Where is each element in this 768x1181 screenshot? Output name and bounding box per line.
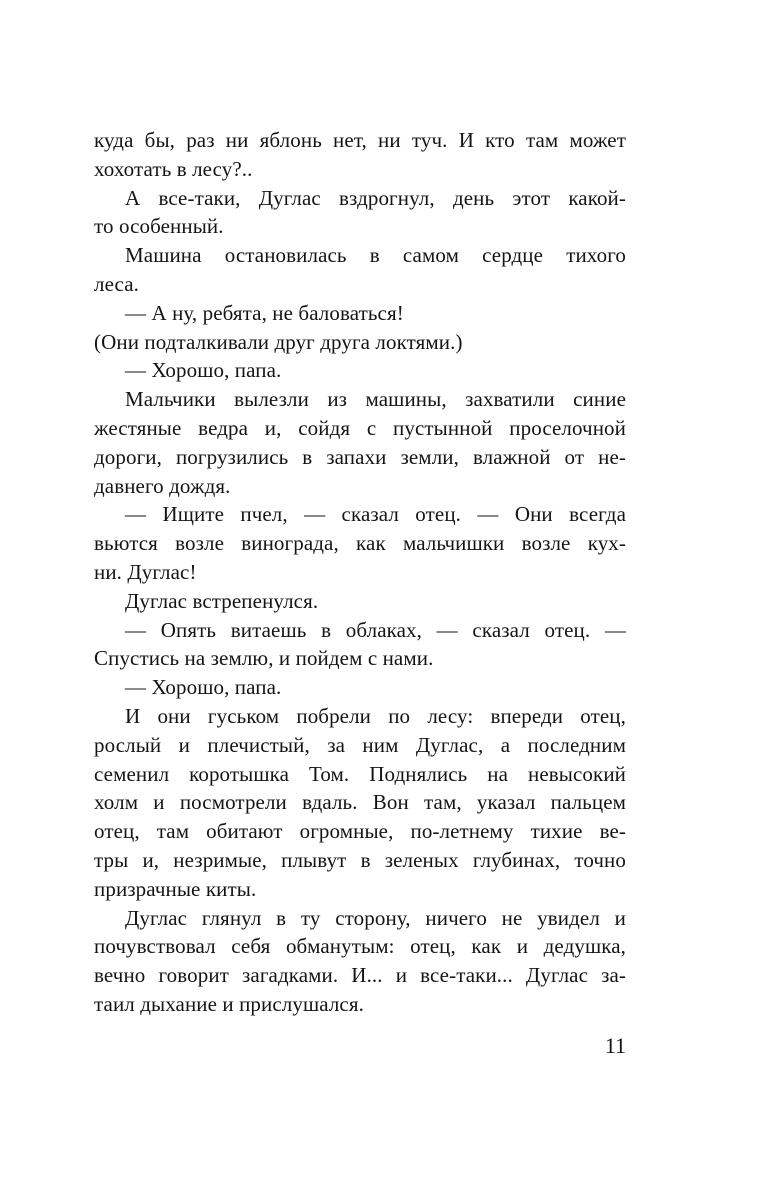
- text-line: ни. Дуглас!: [94, 559, 197, 584]
- text-line: — Хорошо, папа.: [125, 675, 282, 700]
- text-line: тры и, незримые, плывут в зеленых глубинах, точно: [94, 847, 626, 872]
- text-line: Машина остановилась в самом сердце тихого: [125, 243, 626, 268]
- text-line: И они гуськом побрели по лесу: впереди отец,: [125, 703, 626, 728]
- text-line: — Опять витаешь в облаках, — сказал отец. —: [125, 617, 626, 642]
- text-line: Мальчики вылезли из машины, захватили синие: [125, 387, 626, 412]
- text-line: семенил коротышка Том. Поднялись на невысокий: [94, 761, 626, 786]
- text-line: — А ну, ребята, не баловаться!: [125, 300, 404, 325]
- text-line: призрачные киты.: [94, 876, 257, 901]
- text-line: дороги, погрузились в запахи земли, влажной от не-: [94, 444, 626, 469]
- text-line: Дуглас встрепенулся.: [125, 588, 319, 613]
- text-line: почувствовал себя обманутым: отец, как и дедушка,: [94, 934, 626, 959]
- text-line: леса.: [94, 271, 139, 296]
- text-line: то особенный.: [94, 214, 224, 239]
- text-line: Дуглас глянул в ту сторону, ничего не увидел и: [125, 905, 626, 930]
- text-line: куда бы, раз ни яблонь нет, ни туч. И кто там может: [94, 128, 626, 152]
- text-line: рослый и плечистый, за ним Дуглас, а последним: [94, 732, 626, 757]
- text-line: Спустись на землю, и пойдем с нами.: [94, 646, 434, 671]
- page-text-block: [94, 126, 626, 1019]
- text-line: вечно говорит загадками. И... и все-таки... Дуглас за-: [94, 963, 626, 988]
- text-line: жестяные ведра и, сойдя с пустынной проселочной: [94, 415, 626, 440]
- text-line: — Ищите пчел, — сказал отец. — Они всегда: [125, 502, 626, 527]
- text-line: таил дыхание и прислушался.: [94, 991, 364, 1016]
- text-line: (Они подталкивали друг друга локтями.): [94, 329, 463, 354]
- page-number: 11: [604, 1033, 626, 1058]
- text-line: холм и посмотрели вдаль. Вон там, указал пальцем: [94, 790, 626, 815]
- text-line: вьются возле винограда, как мальчишки возле кух-: [94, 531, 626, 556]
- text-line: А все-таки, Дуглас вздрогнул, день этот какой-: [125, 185, 626, 210]
- text-line: давнего дождя.: [94, 473, 231, 498]
- text-line: хохотать в лесу?..: [94, 156, 253, 181]
- text-line: отец, там обитают огромные, по-летнему тихие ве-: [94, 819, 626, 844]
- text-line: — Хорошо, папа.: [125, 358, 282, 383]
